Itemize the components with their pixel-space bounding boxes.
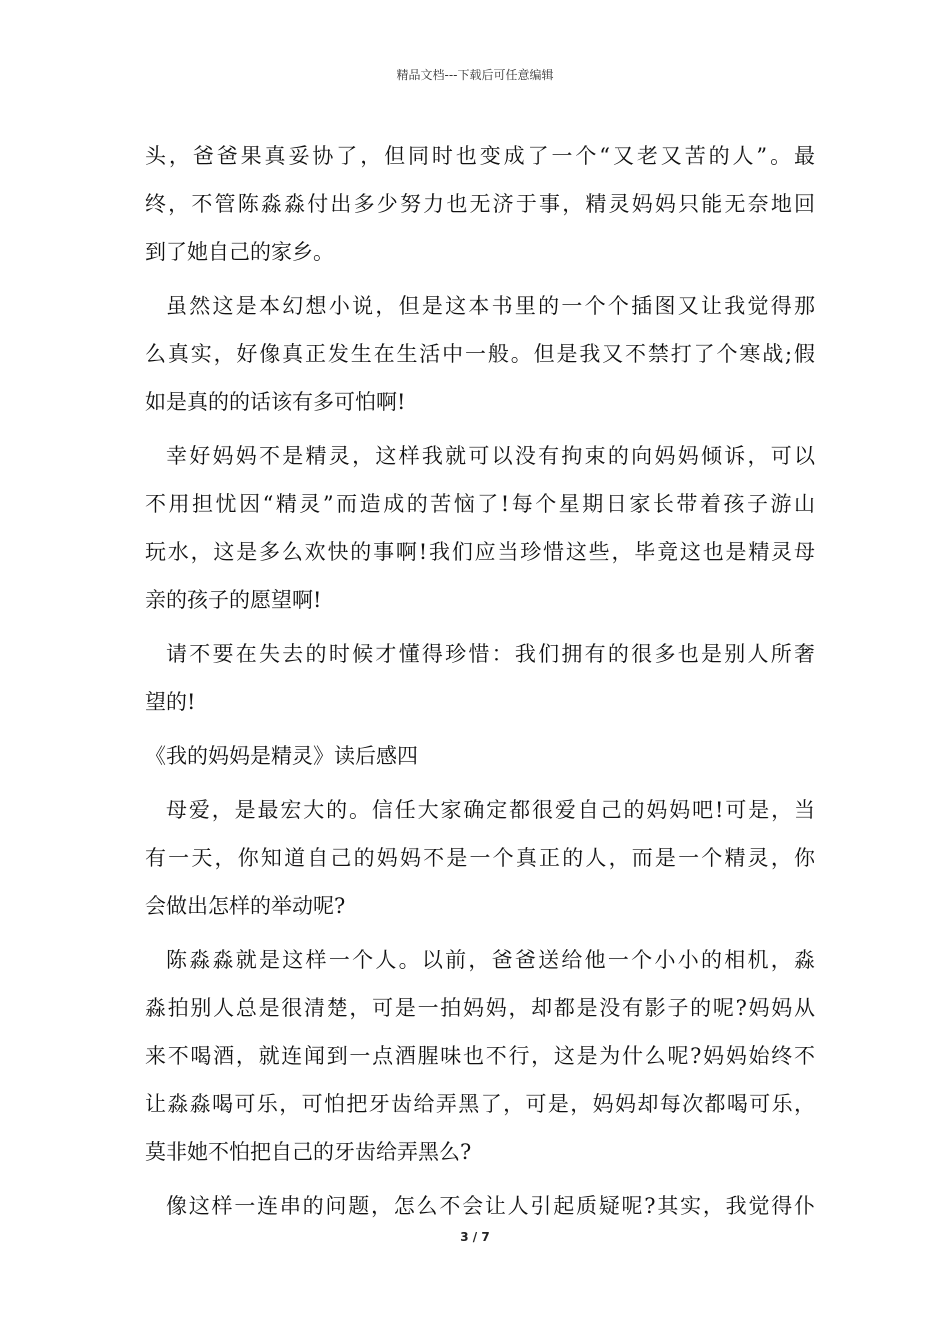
text-line: 玩水，这是多么欢快的事啊!我们应当珍惜这些，毕竟这也是精灵母: [145, 540, 815, 564]
text-line: 亲的孩子的愿望啊!: [145, 588, 322, 612]
text-line: 请不要在失去的时候才懂得珍惜：我们拥有的很多也是别人所奢: [166, 642, 815, 666]
text-line: 陈淼淼就是这样一个人。以前，爸爸送给他一个小小的相机，淼: [166, 948, 815, 972]
document-body: [145, 132, 815, 1230]
text-line: 会做出怎样的举动呢?: [145, 894, 346, 918]
heading-line: 《我的妈妈是精灵》读后感四: [145, 744, 418, 768]
text-line: 淼拍别人总是很清楚，可是一拍妈妈，却都是没有影子的呢?妈妈从: [145, 996, 815, 1020]
text-line: 不用担忧因“精灵”而造成的苦恼了!每个星期日家长带着孩子游山: [145, 492, 815, 516]
paragraph: [145, 432, 815, 624]
page-header: 精品文档---下载后可任意编辑: [396, 68, 554, 82]
text-line: 幸好妈妈不是精灵，这样我就可以没有拘束的向妈妈倾诉，可以: [166, 444, 815, 468]
paragraph: [145, 132, 815, 276]
text-line: 么真实，好像真正发生在生活中一般。但是我又不禁打了个寒战;假: [145, 342, 815, 366]
text-line: 让淼淼喝可乐，可怕把牙齿给弄黑了，可是，妈妈却每次都喝可乐，: [145, 1092, 815, 1116]
paragraph: [145, 282, 815, 426]
paragraph: [145, 1182, 815, 1230]
text-line: 如是真的的话该有多可怕啊!: [145, 390, 406, 414]
text-line: 终，不管陈淼淼付出多少努力也无济于事，精灵妈妈只能无奈地回: [145, 192, 815, 216]
text-line: 虽然这是本幻想小说，但是这本书里的一个个插图又让我觉得那: [166, 294, 815, 318]
text-line: 头，爸爸果真妥协了，但同时也变成了一个“又老又苦的人”。最: [145, 144, 815, 168]
text-line: 来不喝酒，就连闻到一点酒腥味也不行，这是为什么呢?妈妈始终不: [145, 1044, 815, 1068]
text-line: 母爱，是最宏大的。信任大家确定都很爱自己的妈妈吧!可是，当: [166, 798, 815, 822]
text-line: 有一天，你知道自己的妈妈不是一个真正的人，而是一个精灵，你: [145, 846, 815, 870]
text-line: 莫非她不怕把自己的牙齿给弄黑么?: [145, 1140, 472, 1164]
text-line: 到了她自己的家乡。: [145, 240, 334, 264]
section-heading: [145, 732, 815, 780]
text-line: 像这样一连串的问题，怎么不会让人引起质疑呢?其实，我觉得仆: [166, 1194, 815, 1218]
paragraph: [145, 786, 815, 930]
paragraph: [145, 630, 815, 726]
page-number: 3 / 7: [460, 1230, 490, 1244]
paragraph: [145, 936, 815, 1176]
text-line: 望的!: [145, 690, 196, 714]
